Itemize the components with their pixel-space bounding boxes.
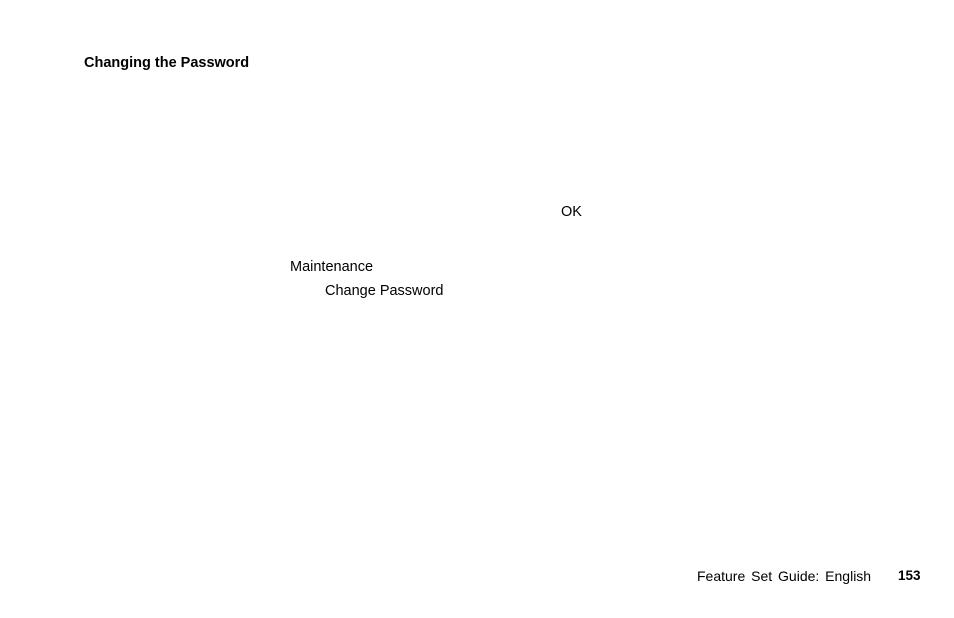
footer-guide-title: Feature Set Guide: English <box>697 568 872 584</box>
section-heading: Changing the Password <box>84 55 250 71</box>
ok-button-label: OK <box>561 204 582 220</box>
page-number: 153 <box>898 568 921 583</box>
menu-item-change-password: Change Password <box>325 283 444 299</box>
menu-item-maintenance: Maintenance <box>290 259 374 275</box>
